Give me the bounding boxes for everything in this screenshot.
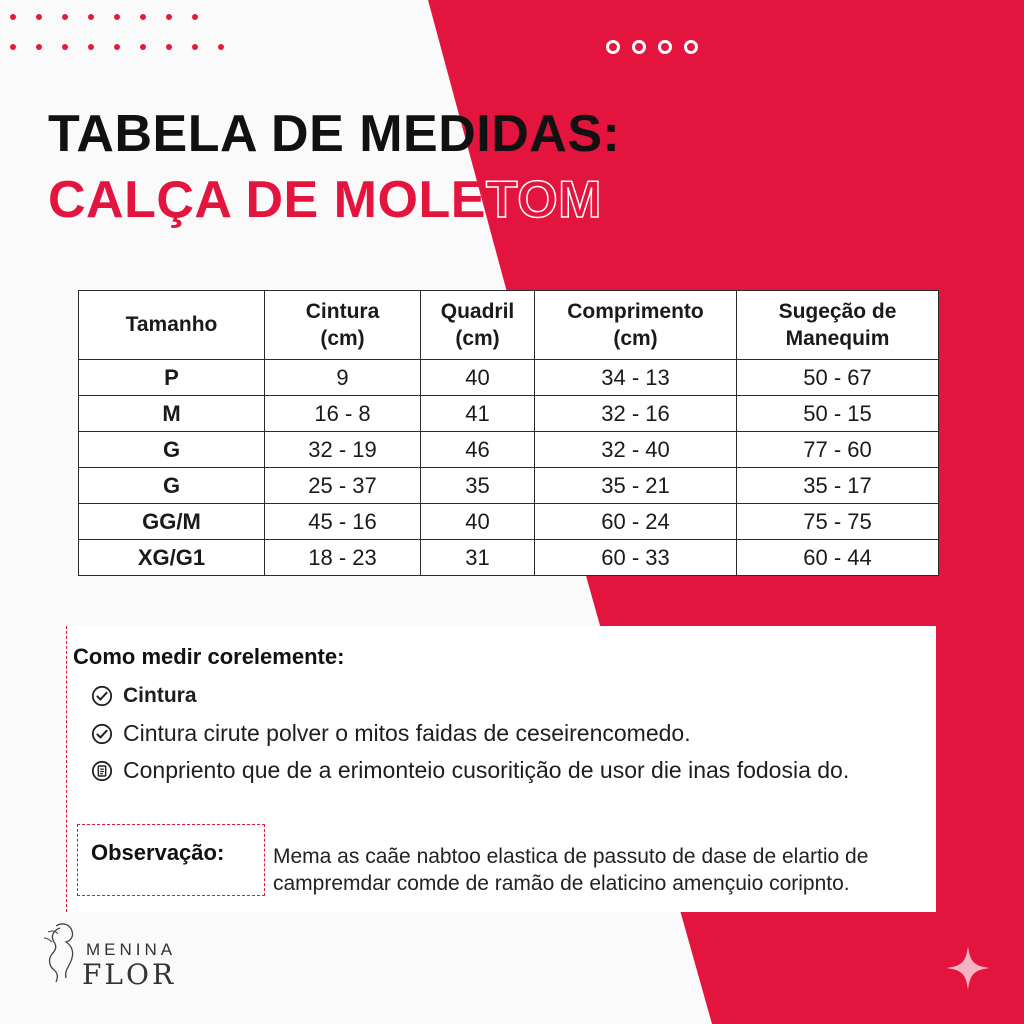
brand-logo <box>38 920 198 990</box>
observation-text: Mema as caãe nabtoo elastica de passuto de dase de elartio de campremdar comde de ramão de elaticino amençuio coripnto. <box>273 845 869 895</box>
observation-label: Observação: <box>91 840 225 865</box>
cell-size: GG/M <box>79 504 265 540</box>
check-circle-icon <box>91 723 113 745</box>
how-to-heading: Como medir corelemente: <box>73 644 345 669</box>
how-to-measure-panel <box>66 626 936 912</box>
table-row <box>79 540 939 576</box>
header-hip-unit: (cm) <box>455 327 500 350</box>
cell-length: 60 - 33 <box>535 540 737 576</box>
how-to-item <box>91 757 849 784</box>
header-size <box>79 291 265 360</box>
cell-hip: 40 <box>421 360 535 396</box>
brand-name-line-1: MENINA <box>86 940 177 959</box>
header-hip-label: Quadril <box>440 299 515 323</box>
header-waist-unit: (cm) <box>320 327 365 350</box>
cell-mannequin: 50 - 15 <box>737 396 939 432</box>
how-to-item <box>91 720 691 747</box>
cell-waist: 45 - 16 <box>265 504 421 540</box>
header-size-label: Tamanho <box>125 313 218 337</box>
title-line-2 <box>48 171 620 229</box>
how-to-item-text: Cintura <box>123 684 197 707</box>
cell-mannequin: 35 - 17 <box>737 468 939 504</box>
brand-name-line-2: FLOR <box>82 958 177 991</box>
size-table <box>78 290 939 576</box>
table-row <box>79 396 939 432</box>
title-line-2-red: CALÇA DE MOLE <box>48 171 486 229</box>
table-header-row <box>79 291 939 360</box>
cell-waist: 16 - 8 <box>265 396 421 432</box>
title-line-2-outline: TOM <box>485 171 602 229</box>
decorative-dots <box>8 10 238 56</box>
sparkle-icon <box>944 944 992 992</box>
header-mannequin <box>737 291 939 360</box>
cell-size: P <box>79 360 265 396</box>
header-waist-label: Cintura <box>305 299 380 323</box>
cell-waist: 18 - 23 <box>265 540 421 576</box>
cell-size: XG/G1 <box>79 540 265 576</box>
document-circle-icon <box>91 760 113 782</box>
cell-hip: 35 <box>421 468 535 504</box>
how-to-item <box>91 684 197 708</box>
cell-mannequin: 60 - 44 <box>737 540 939 576</box>
cell-hip: 40 <box>421 504 535 540</box>
header-waist <box>265 291 421 360</box>
how-to-item-text: Cintura cirute polver o mitos faidas de ceseirencomedo. <box>123 720 691 746</box>
title-line-1: TABELA DE MEDIDAS: <box>48 105 621 163</box>
cell-length: 35 - 21 <box>535 468 737 504</box>
header-hip <box>421 291 535 360</box>
cell-mannequin: 77 - 60 <box>737 432 939 468</box>
decorative-rings <box>606 40 698 54</box>
check-circle-icon <box>91 685 113 707</box>
header-mannequin-label-2: Manequim <box>785 327 890 350</box>
header-length <box>535 291 737 360</box>
cell-hip: 31 <box>421 540 535 576</box>
cell-length: 60 - 24 <box>535 504 737 540</box>
cell-mannequin: 75 - 75 <box>737 504 939 540</box>
page-title <box>48 105 621 229</box>
cell-waist: 25 - 37 <box>265 468 421 504</box>
table-row <box>79 468 939 504</box>
cell-length: 32 - 40 <box>535 432 737 468</box>
header-length-label: Comprimento <box>567 299 704 323</box>
header-length-unit: (cm) <box>613 327 658 350</box>
cell-size: G <box>79 432 265 468</box>
how-to-item-text: Conpriento que de a erimonteio cusoritição de usor die inas fodosia do. <box>123 757 850 783</box>
woman-silhouette-icon <box>38 920 88 986</box>
cell-mannequin: 50 - 67 <box>737 360 939 396</box>
cell-size: M <box>79 396 265 432</box>
cell-size: G <box>79 468 265 504</box>
cell-waist: 9 <box>265 360 421 396</box>
cell-waist: 32 - 19 <box>265 432 421 468</box>
cell-length: 32 - 16 <box>535 396 737 432</box>
cell-length: 34 - 13 <box>535 360 737 396</box>
header-mannequin-label: Sugeção de <box>778 299 897 323</box>
table-row <box>79 504 939 540</box>
table-row <box>79 360 939 396</box>
cell-hip: 46 <box>421 432 535 468</box>
cell-hip: 41 <box>421 396 535 432</box>
table-row <box>79 432 939 468</box>
